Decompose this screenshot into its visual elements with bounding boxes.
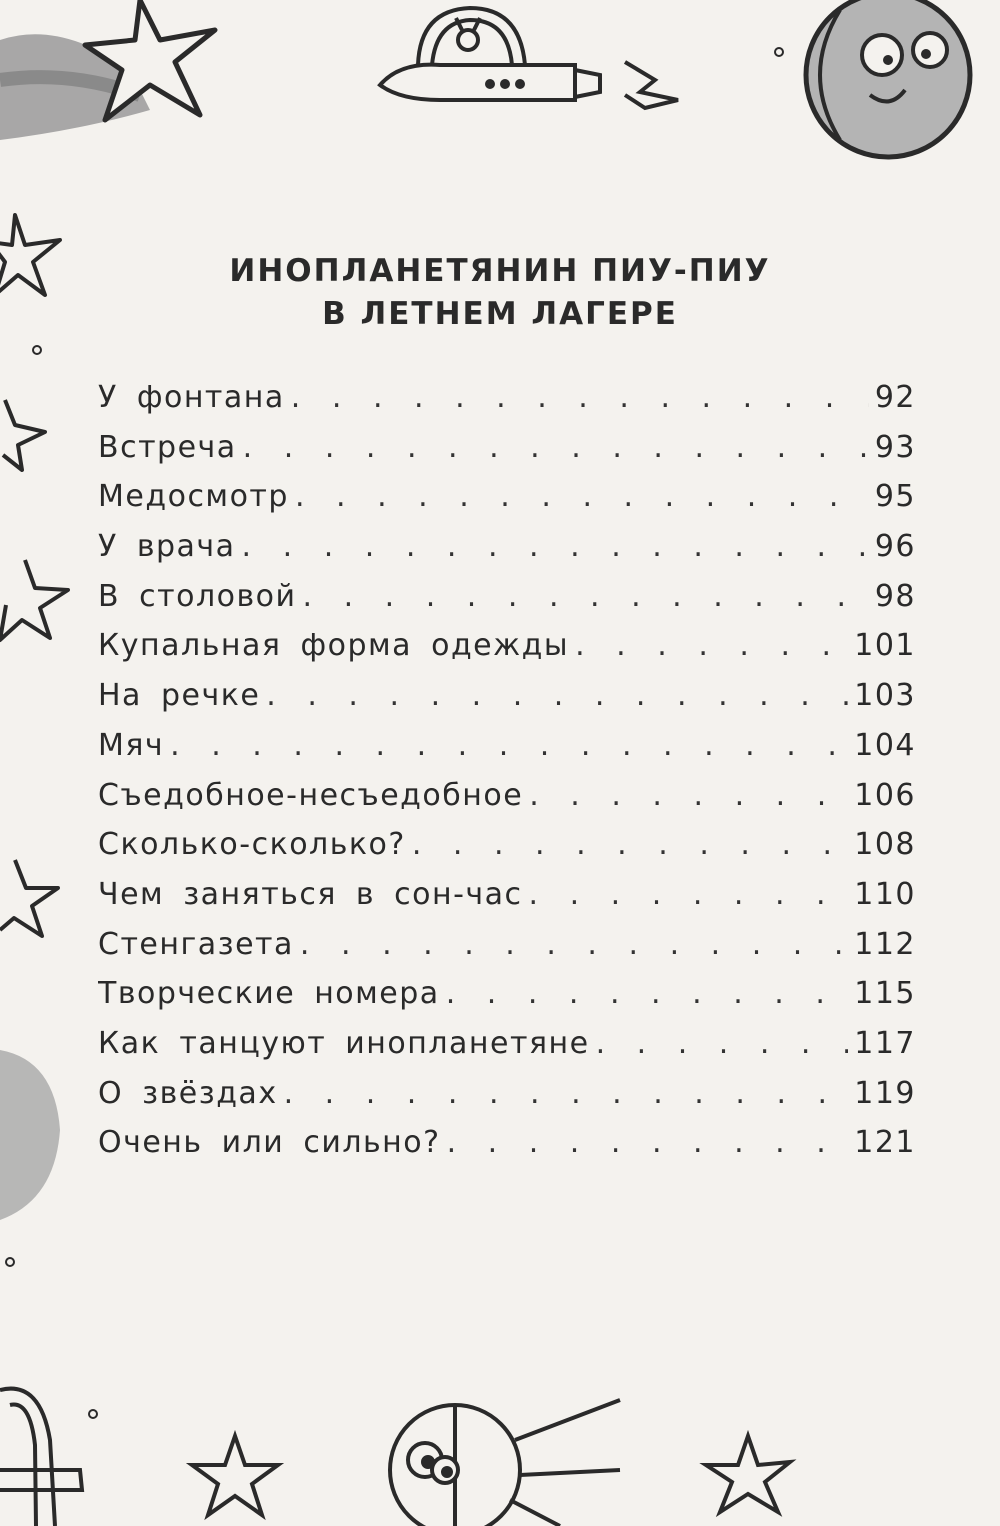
toc-leader-dots	[529, 870, 849, 920]
toc-entry-page: 104	[854, 727, 916, 763]
toc-entry[interactable]	[98, 423, 916, 473]
toc-entry-page: 115	[854, 976, 916, 1012]
toc-entry-label: Очень или сильно?	[98, 1125, 441, 1161]
section-title-line-2: В ЛЕТНЕМ ЛАГЕРЕ	[322, 296, 678, 332]
toc-entry[interactable]	[98, 820, 916, 870]
toc-entry-page: 121	[854, 1125, 916, 1161]
toc-entry-label: Встреча	[98, 429, 237, 465]
toc-leader-dots	[596, 1019, 849, 1069]
toc-entry-page: 119	[854, 1075, 916, 1111]
toc-entry[interactable]	[98, 472, 916, 522]
toc-entry[interactable]	[98, 870, 916, 920]
toc-entry[interactable]	[98, 1118, 916, 1168]
toc-leader-dots	[295, 472, 869, 522]
satellite-icon	[0, 1389, 790, 1526]
section-title	[0, 250, 1000, 336]
toc-entry[interactable]	[98, 920, 916, 970]
toc-entry-page: 106	[854, 777, 916, 813]
toc-entry-page: 117	[854, 1025, 916, 1061]
toc-entry-page: 101	[854, 628, 916, 664]
spaceship-icon	[380, 8, 678, 108]
toc-leader-dots	[243, 423, 869, 473]
toc-entry-page: 96	[874, 529, 916, 565]
toc-entry-label: Сколько-сколько?	[98, 827, 406, 863]
planet-face-icon	[0, 1050, 60, 1220]
table-of-contents	[98, 373, 916, 1168]
toc-entry-page: 93	[874, 429, 916, 465]
toc-entry-page: 112	[854, 926, 916, 962]
toc-leader-dots	[447, 1118, 849, 1168]
toc-entry-label: В столовой	[98, 578, 297, 614]
toc-entry[interactable]	[98, 621, 916, 671]
toc-leader-dots	[291, 373, 869, 423]
toc-entry-label: Творческие номера	[98, 976, 440, 1012]
toc-entry-label: На речке	[98, 678, 261, 714]
toc-entry[interactable]	[98, 1069, 916, 1119]
toc-leader-dots	[266, 671, 848, 721]
shooting-star-icon	[0, 0, 215, 140]
toc-entry-page: 95	[874, 479, 916, 515]
toc-entry[interactable]	[98, 721, 916, 771]
toc-entry-page: 108	[854, 827, 916, 863]
toc-entry-page: 98	[874, 578, 916, 614]
section-title-line-1: ИНОПЛАНЕТЯНИН ПИУ-ПИУ	[229, 253, 771, 289]
toc-entry[interactable]	[98, 969, 916, 1019]
toc-entry[interactable]	[98, 1019, 916, 1069]
toc-entry-label: Купальная форма одежды	[98, 628, 570, 664]
moon-face-icon	[775, 0, 970, 157]
toc-entry-label: Медосмотр	[98, 479, 289, 515]
toc-leader-dots	[170, 721, 848, 771]
toc-entry[interactable]	[98, 572, 916, 622]
toc-leader-dots	[446, 969, 849, 1019]
toc-entry-label: Съедобное-несъедобное	[98, 777, 524, 813]
toc-entry[interactable]	[98, 373, 916, 423]
toc-entry-label: Мяч	[98, 727, 165, 763]
toc-entry[interactable]	[98, 522, 916, 572]
toc-entry-label: У фонтана	[98, 380, 285, 415]
toc-entry[interactable]	[98, 771, 916, 821]
toc-entry-label: Стенгазета	[98, 926, 294, 962]
toc-entry-page: 110	[854, 876, 916, 912]
toc-entry-label: Как танцуют инопланетяне	[98, 1025, 590, 1061]
toc-leader-dots	[284, 1069, 849, 1119]
toc-leader-dots	[575, 621, 848, 671]
toc-leader-dots	[303, 572, 869, 622]
toc-entry-label: О звёздах	[98, 1075, 278, 1111]
toc-entry-page: 103	[854, 678, 916, 714]
toc-leader-dots	[529, 771, 848, 821]
toc-entry-page: 92	[874, 380, 916, 415]
toc-leader-dots	[242, 522, 869, 572]
toc-entry-label: У врача	[98, 529, 236, 565]
toc-leader-dots	[412, 820, 848, 870]
toc-entry[interactable]	[98, 671, 916, 721]
toc-entry-label: Чем заняться в сон-час	[98, 876, 523, 912]
toc-leader-dots	[300, 920, 848, 970]
